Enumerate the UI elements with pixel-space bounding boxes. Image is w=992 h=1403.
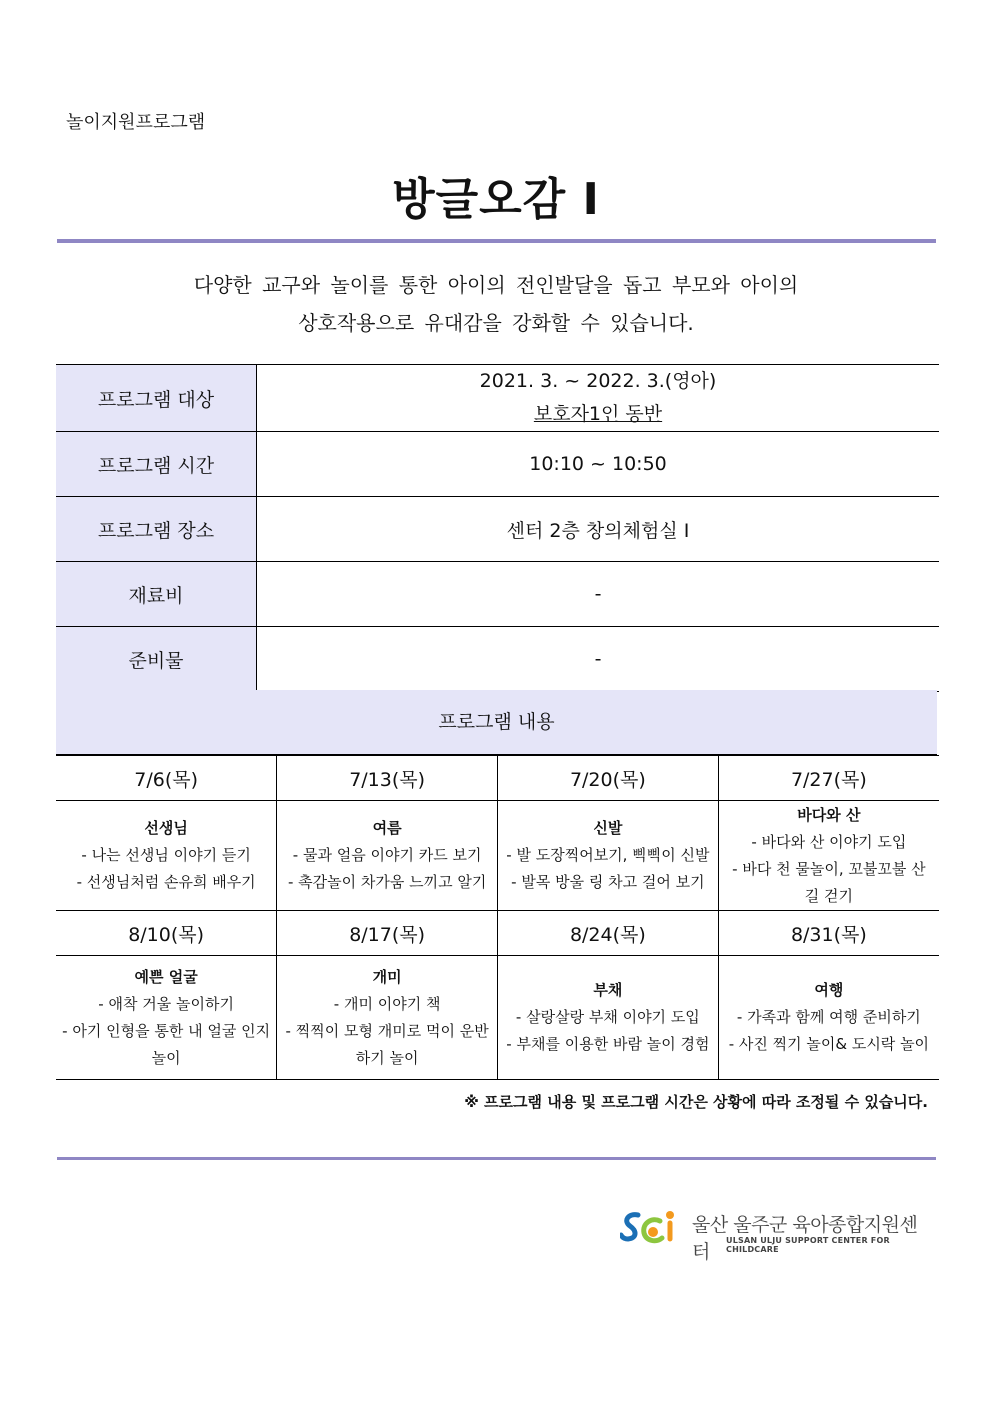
schedule-activity: [56, 956, 277, 1080]
activity-line: - 부채를 이용한 바람 놀이 경험: [506, 1035, 710, 1053]
supplies-label: 준비물: [56, 627, 257, 692]
activity-title: 부채: [593, 981, 623, 999]
fee-label: 재료비: [56, 562, 257, 627]
page-title: 방글오감 Ⅰ: [392, 174, 600, 225]
schedule-date: 8/17(목): [277, 911, 498, 956]
intro-line-1: 다양한 교구와 놀이를 통한 아이의 전인발달을 돕고 부모와 아이의: [193, 273, 799, 297]
target-value: [257, 365, 940, 432]
schedule-activity: [718, 801, 939, 911]
supplies-value: -: [257, 627, 940, 692]
schedule-date: 8/24(목): [498, 911, 719, 956]
schedule-activity: [718, 956, 939, 1080]
activity-line: - 아기 인형을 통한 내 얼굴 인지 놀이: [62, 1021, 271, 1067]
schedule-dates-row-2: [56, 911, 939, 956]
activity-line: - 나는 선생님 이야기 듣기: [81, 846, 251, 864]
activity-title: 예쁜 얼굴: [134, 967, 198, 986]
schedule-activities-row-2: [56, 956, 939, 1080]
intro-line-2: 상호작용으로 유대감을 강화할 수 있습니다.: [298, 311, 694, 335]
info-row-supplies: [56, 627, 939, 692]
time-value: 10:10 ~ 10:50: [257, 432, 940, 497]
activity-line: - 발 도장찍어보기, 삑삑이 신발: [506, 846, 710, 864]
top-divider: [57, 239, 936, 243]
activity-title: 바다와 산: [797, 805, 861, 824]
target-guardian: 보호자1인 동반: [533, 403, 663, 425]
program-info-table: [56, 364, 939, 692]
activity-title: 선생님: [144, 819, 188, 837]
info-row-place: [56, 497, 939, 562]
schedule-date: 7/20(목): [498, 756, 719, 801]
schedule-activity: [277, 801, 498, 911]
content-heading: 프로그램 내용: [56, 690, 937, 755]
org-name-en: ULSAN ULJU SUPPORT CENTER FOR CHILDCARE: [726, 1236, 890, 1254]
org-logo: [620, 1207, 920, 1263]
activity-title: 여름: [372, 819, 402, 837]
info-row-time: [56, 432, 939, 497]
schedule-dates-row-1: [56, 756, 939, 801]
activity-line: - 애착 거울 놀이하기: [98, 994, 234, 1013]
activity-line: - 발목 방울 링 차고 걸어 보기: [511, 873, 705, 891]
activity-line: - 가족과 함께 여행 준비하기: [736, 1008, 921, 1026]
schedule-note: ※ 프로그램 내용 및 프로그램 시간은 상황에 따라 조정될 수 있습니다.: [464, 1093, 928, 1111]
schedule-date: 8/10(목): [56, 911, 277, 956]
activity-line: - 개미 이야기 책: [333, 994, 441, 1013]
program-category: 놀이지원프로그램: [66, 112, 206, 133]
activity-title: 개미: [372, 967, 402, 986]
place-label: 프로그램 장소: [56, 497, 257, 562]
schedule-table: [56, 755, 939, 1080]
intro-text: [0, 266, 992, 342]
activity-line: - 물과 얼음 이야기 카드 보기: [292, 846, 482, 864]
sci-logo-icon: [620, 1207, 678, 1249]
activity-line: - 선생님처럼 손유희 배우기: [76, 873, 256, 891]
activity-line: - 사진 찍기 놀이& 도시락 놀이: [728, 1035, 930, 1053]
schedule-activity: [498, 801, 719, 911]
schedule-date: 7/6(목): [56, 756, 277, 801]
schedule-activity: [56, 801, 277, 911]
schedule-activities-row-1: [56, 801, 939, 911]
bottom-divider: [57, 1157, 936, 1160]
place-value: 센터 2층 창의체험실 Ⅰ: [257, 497, 940, 562]
target-label: 프로그램 대상: [56, 365, 257, 432]
activity-title: 여행: [814, 981, 844, 999]
schedule-date: 7/27(목): [718, 756, 939, 801]
target-period: 2021. 3. ~ 2022. 3.(영아): [479, 370, 717, 392]
activity-title: 신발: [593, 819, 623, 837]
activity-line: - 바다 천 물놀이, 꼬불꼬불 산 길 걷기: [732, 859, 926, 905]
info-row-target: [56, 365, 939, 432]
info-row-fee: [56, 562, 939, 627]
schedule-activity: [498, 956, 719, 1080]
time-label: 프로그램 시간: [56, 432, 257, 497]
schedule-date: 8/31(목): [718, 911, 939, 956]
org-name: 울산 울주군 육아종합지원센터: [692, 1214, 918, 1263]
fee-value: -: [257, 562, 940, 627]
activity-line: - 촉감놀이 차가움 느끼고 알기: [287, 873, 487, 891]
schedule-activity: [277, 956, 498, 1080]
activity-line: - 찍찍이 모형 개미로 먹이 운반하기 놀이: [285, 1021, 489, 1067]
schedule-date: 7/13(목): [277, 756, 498, 801]
activity-line: - 살랑살랑 부채 이야기 도입: [515, 1008, 700, 1026]
activity-line: - 바다와 산 이야기 도입: [751, 832, 907, 851]
